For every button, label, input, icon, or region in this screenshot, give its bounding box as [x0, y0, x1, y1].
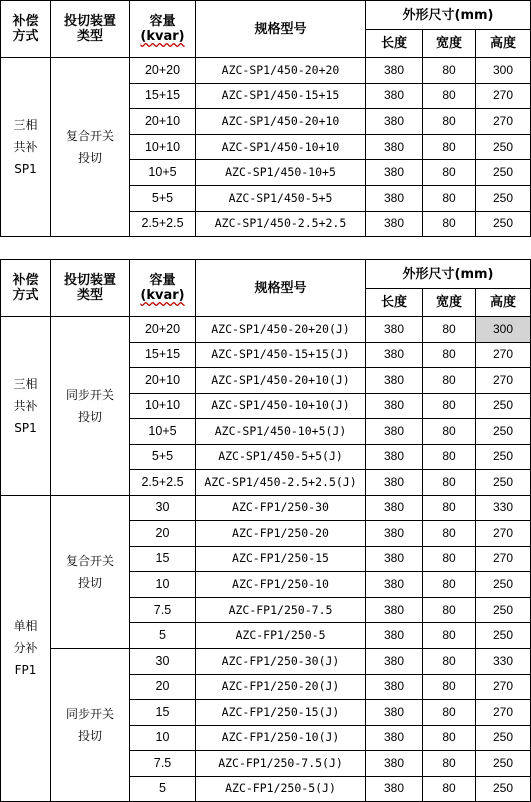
length-cell: 380	[366, 572, 423, 598]
model-cell: AZC-SP1/450-15+15	[196, 83, 366, 109]
length-cell: 380	[366, 649, 423, 675]
length-cell: 380	[366, 160, 423, 186]
width-cell: 80	[423, 700, 476, 726]
length-cell: 380	[366, 674, 423, 700]
length-cell: 380	[366, 419, 423, 445]
capacity-cell: 5	[130, 776, 196, 802]
width-cell: 80	[423, 317, 476, 343]
width-cell: 80	[423, 751, 476, 777]
capacity-unit: (kvar)	[140, 29, 185, 44]
width-cell: 80	[423, 674, 476, 700]
switch-type-cell	[51, 495, 130, 649]
width-cell: 80	[423, 623, 476, 649]
capacity-cell: 5	[130, 623, 196, 649]
switch-type-cell-line: 投切	[77, 575, 102, 590]
height-cell: 250	[476, 751, 531, 777]
header-compensation-mode: 补偿 方式	[1, 1, 51, 58]
compensation-mode-cell-line: 共补	[13, 140, 38, 155]
switch-type-cell-line: 同步开关	[65, 387, 114, 402]
model-cell: AZC-SP1/450-15+15(J)	[196, 342, 366, 368]
compensation-mode-cell-line: 三相	[13, 376, 38, 391]
width-cell: 80	[423, 83, 476, 109]
table-row	[1, 58, 531, 84]
capacity-cell: 10+10	[130, 134, 196, 160]
model-cell: AZC-SP1/450-2.5+2.5	[196, 211, 366, 237]
length-cell: 380	[366, 444, 423, 470]
height-cell: 250	[476, 419, 531, 445]
header-dimensions: 外形尺寸(mm)	[366, 1, 531, 30]
capacity-cell: 2.5+2.5	[130, 211, 196, 237]
header-model: 规格型号	[196, 1, 366, 58]
switch-type-cell	[51, 317, 130, 496]
length-cell: 380	[366, 317, 423, 343]
width-cell: 80	[423, 470, 476, 496]
width-cell: 80	[423, 134, 476, 160]
height-cell: 250	[476, 572, 531, 598]
width-cell: 80	[423, 495, 476, 521]
compensation-mode-cell-line: SP1	[14, 162, 37, 177]
height-cell: 250	[476, 134, 531, 160]
length-cell: 380	[366, 185, 423, 211]
table-row	[1, 495, 531, 521]
compensation-mode-cell-line: SP1	[14, 420, 37, 435]
compensation-mode-cell-line: 单相	[13, 619, 38, 634]
width-cell: 80	[423, 393, 476, 419]
model-cell: AZC-FP1/250-10(J)	[196, 725, 366, 751]
length-cell: 380	[366, 751, 423, 777]
compensation-mode-cell-line: 共补	[13, 398, 38, 413]
capacity-cell: 15+15	[130, 342, 196, 368]
header-model: 规格型号	[196, 260, 366, 317]
capacity-cell: 7.5	[130, 597, 196, 623]
length-cell: 380	[366, 134, 423, 160]
capacity-cell: 5+5	[130, 444, 196, 470]
model-cell: AZC-FP1/250-20(J)	[196, 674, 366, 700]
header-width: 宽度	[423, 30, 476, 58]
capacity-cell: 20+20	[130, 317, 196, 343]
width-cell: 80	[423, 649, 476, 675]
length-cell: 380	[366, 725, 423, 751]
width-cell: 80	[423, 572, 476, 598]
width-cell: 80	[423, 185, 476, 211]
length-cell: 380	[366, 109, 423, 135]
header-switch-type: 投切装置 类型	[51, 1, 130, 58]
model-cell: AZC-FP1/250-7.5(J)	[196, 751, 366, 777]
capacity-cell: 2.5+2.5	[130, 470, 196, 496]
height-cell: 250	[476, 776, 531, 802]
height-cell: 330	[476, 649, 531, 675]
model-cell: AZC-SP1/450-20+20	[196, 58, 366, 84]
capacity-cell: 30	[130, 495, 196, 521]
height-cell: 270	[476, 521, 531, 547]
height-cell: 250	[476, 211, 531, 237]
width-cell: 80	[423, 58, 476, 84]
capacity-unit: (kvar)	[140, 288, 185, 303]
length-cell: 380	[366, 211, 423, 237]
model-cell: AZC-SP1/450-5+5(J)	[196, 444, 366, 470]
height-cell: 250	[476, 393, 531, 419]
length-cell: 380	[366, 700, 423, 726]
switch-type-cell-line: 同步开关	[65, 707, 114, 722]
capacity-cell: 7.5	[130, 751, 196, 777]
capacity-cell: 15	[130, 546, 196, 572]
capacity-cell: 20+10	[130, 368, 196, 394]
width-cell: 80	[423, 368, 476, 394]
model-cell: AZC-FP1/250-5	[196, 623, 366, 649]
model-cell: AZC-FP1/250-20	[196, 521, 366, 547]
height-cell: 270	[476, 368, 531, 394]
compensation-mode-cell	[1, 317, 51, 496]
width-cell: 80	[423, 597, 476, 623]
height-cell: 270	[476, 83, 531, 109]
width-cell: 80	[423, 211, 476, 237]
width-cell: 80	[423, 342, 476, 368]
length-cell: 380	[366, 495, 423, 521]
width-cell: 80	[423, 546, 476, 572]
header-switch-type: 投切装置 类型	[51, 260, 130, 317]
height-cell: 300	[476, 58, 531, 84]
model-cell: AZC-FP1/250-15(J)	[196, 700, 366, 726]
spec-table-1	[0, 0, 531, 237]
height-cell: 250	[476, 160, 531, 186]
switch-type-cell-line: 投切	[77, 151, 102, 166]
capacity-cell: 5+5	[130, 185, 196, 211]
length-cell: 380	[366, 393, 423, 419]
length-cell: 380	[366, 521, 423, 547]
length-cell: 380	[366, 776, 423, 802]
model-cell: AZC-SP1/450-10+10	[196, 134, 366, 160]
height-cell: 250	[476, 185, 531, 211]
height-cell: 300	[476, 317, 531, 343]
table-row	[1, 317, 531, 343]
capacity-cell: 10	[130, 572, 196, 598]
header-length: 长度	[366, 30, 423, 58]
height-cell: 270	[476, 342, 531, 368]
model-cell: AZC-SP1/450-10+5	[196, 160, 366, 186]
switch-type-cell-line: 复合开关	[65, 553, 114, 568]
width-cell: 80	[423, 419, 476, 445]
table-row	[1, 649, 531, 675]
length-cell: 380	[366, 368, 423, 394]
model-cell: AZC-SP1/450-20+10(J)	[196, 368, 366, 394]
model-cell: AZC-FP1/250-30	[196, 495, 366, 521]
capacity-cell: 15+15	[130, 83, 196, 109]
capacity-cell: 10+10	[130, 393, 196, 419]
length-cell: 380	[366, 342, 423, 368]
height-cell: 250	[476, 597, 531, 623]
height-cell: 330	[476, 495, 531, 521]
capacity-cell: 10	[130, 725, 196, 751]
header-length: 长度	[366, 289, 423, 317]
length-cell: 380	[366, 623, 423, 649]
height-cell: 250	[476, 623, 531, 649]
width-cell: 80	[423, 444, 476, 470]
capacity-cell: 10+5	[130, 160, 196, 186]
header-capacity: 容量 (kvar)	[130, 260, 196, 317]
width-cell: 80	[423, 776, 476, 802]
width-cell: 80	[423, 109, 476, 135]
model-cell: AZC-SP1/450-20+20(J)	[196, 317, 366, 343]
capacity-cell: 30	[130, 649, 196, 675]
header-width: 宽度	[423, 289, 476, 317]
length-cell: 380	[366, 597, 423, 623]
model-cell: AZC-SP1/450-5+5	[196, 185, 366, 211]
model-cell: AZC-SP1/450-10+10(J)	[196, 393, 366, 419]
length-cell: 380	[366, 546, 423, 572]
width-cell: 80	[423, 725, 476, 751]
model-cell: AZC-SP1/450-20+10	[196, 109, 366, 135]
length-cell: 380	[366, 58, 423, 84]
capacity-cell: 15	[130, 700, 196, 726]
capacity-cell: 20	[130, 521, 196, 547]
length-cell: 380	[366, 83, 423, 109]
model-cell: AZC-FP1/250-5(J)	[196, 776, 366, 802]
capacity-cell: 20+10	[130, 109, 196, 135]
width-cell: 80	[423, 521, 476, 547]
header-dimensions: 外形尺寸(mm)	[366, 260, 531, 289]
height-cell: 250	[476, 725, 531, 751]
model-cell: AZC-FP1/250-15	[196, 546, 366, 572]
header-compensation-mode: 补偿 方式	[1, 260, 51, 317]
width-cell: 80	[423, 160, 476, 186]
height-cell: 250	[476, 444, 531, 470]
header-capacity: 容量 (kvar)	[130, 1, 196, 58]
compensation-mode-cell-line: 分补	[13, 641, 38, 656]
height-cell: 270	[476, 674, 531, 700]
switch-type-cell-line: 投切	[77, 409, 102, 424]
switch-type-cell-line: 复合开关	[65, 129, 114, 144]
switch-type-cell	[51, 649, 130, 802]
switch-type-cell-line: 投切	[77, 729, 102, 744]
compensation-mode-cell	[1, 495, 51, 802]
compensation-mode-cell-line: 三相	[13, 118, 38, 133]
header-height: 高度	[476, 30, 531, 58]
height-cell: 270	[476, 700, 531, 726]
model-cell: AZC-SP1/450-2.5+2.5(J)	[196, 470, 366, 496]
capacity-cell: 10+5	[130, 419, 196, 445]
compensation-mode-cell-line: FP1	[14, 663, 37, 678]
height-cell: 270	[476, 109, 531, 135]
length-cell: 380	[366, 470, 423, 496]
model-cell: AZC-SP1/450-10+5(J)	[196, 419, 366, 445]
capacity-cell: 20	[130, 674, 196, 700]
switch-type-cell	[51, 58, 130, 237]
compensation-mode-cell	[1, 58, 51, 237]
height-cell: 270	[476, 546, 531, 572]
model-cell: AZC-FP1/250-10	[196, 572, 366, 598]
capacity-cell: 20+20	[130, 58, 196, 84]
header-height: 高度	[476, 289, 531, 317]
model-cell: AZC-FP1/250-7.5	[196, 597, 366, 623]
spec-table-2	[0, 259, 531, 802]
model-cell: AZC-FP1/250-30(J)	[196, 649, 366, 675]
height-cell: 250	[476, 470, 531, 496]
